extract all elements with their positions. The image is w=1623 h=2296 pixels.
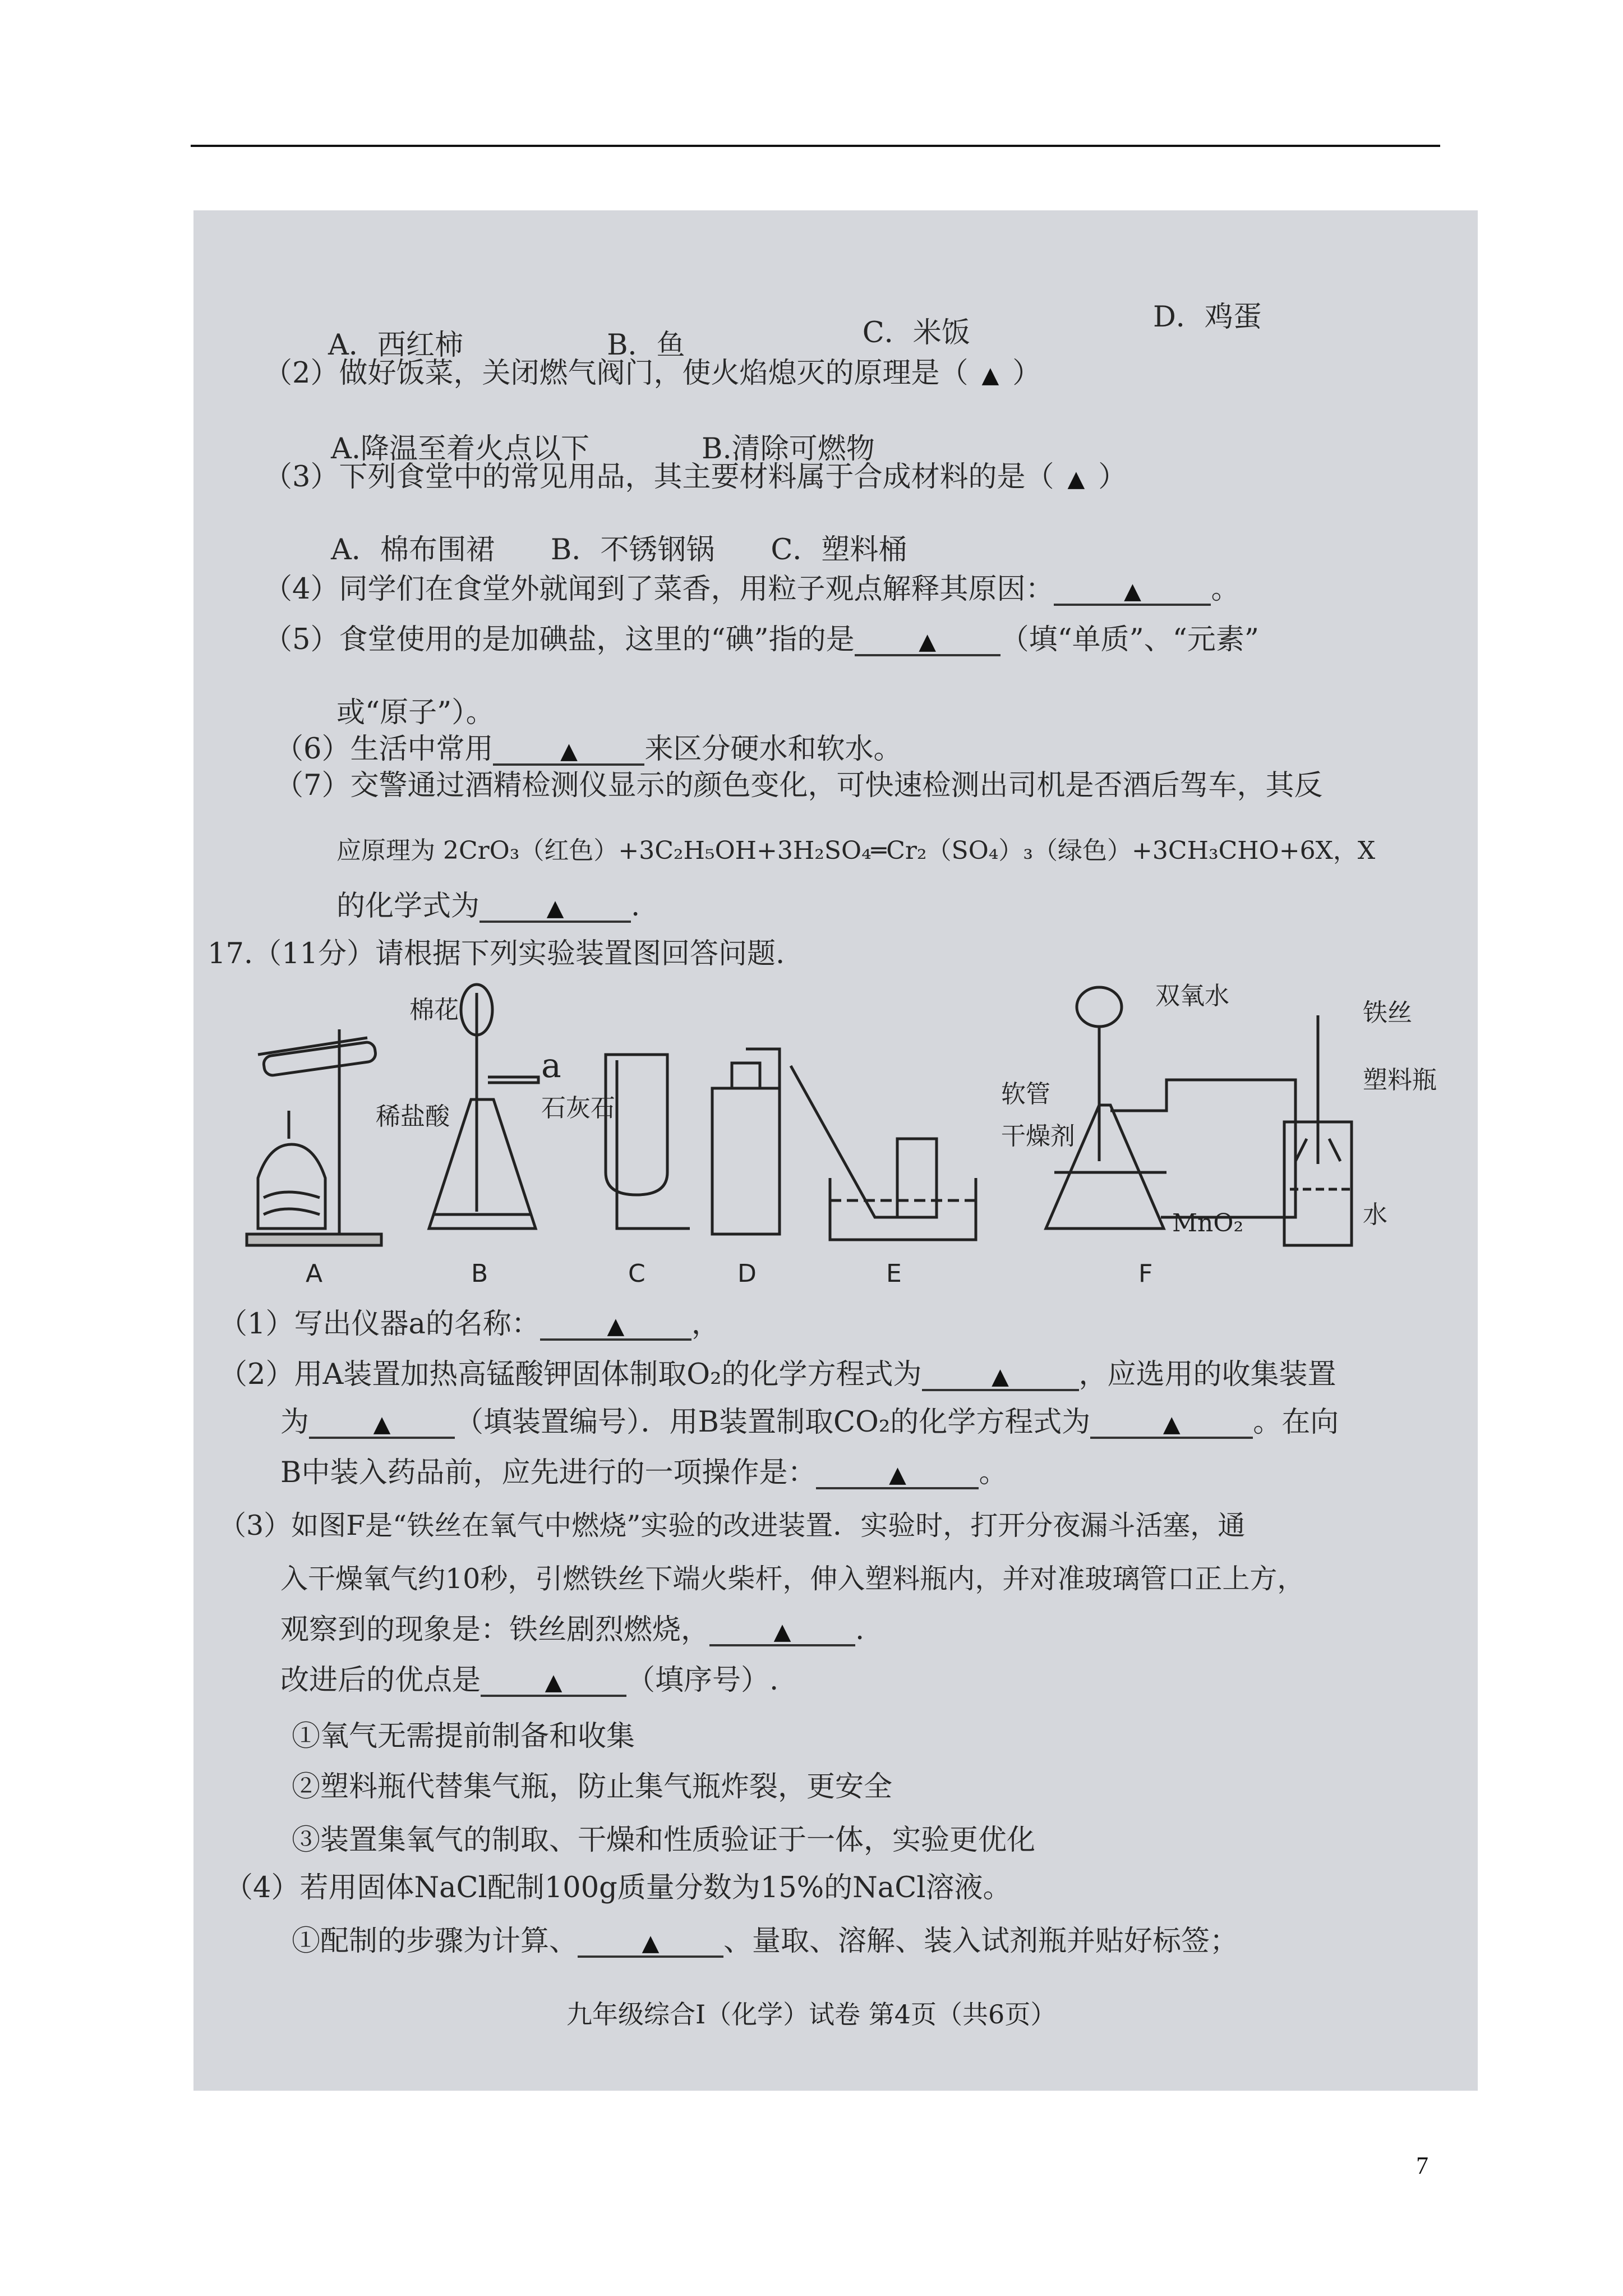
q16-part2-options: A.降温至着火点以下 B.清除可燃物 [331,432,875,466]
label-h2o2: 双氧水 [1155,982,1229,1010]
q16-part3: （3）下列食堂中的常见用品，其主要材料属于合成材料的是（ ▲ ） [264,461,1127,494]
apparatus-c [606,1055,690,1228]
q17-part3-line2: 入干燥氧气约10秒，引燃铁丝下端火柴杆，伸入塑料瓶内，并对准玻璃管口正上方， [280,1563,1305,1595]
option-b: B．鱼 [607,329,685,362]
q16-part7-line3: 的化学式为 ▲ . [336,890,640,923]
answer-mark: ▲ [981,362,999,388]
label-cotton: 棉花 [409,996,459,1024]
q16-part7: （7）交警通过酒精检测仪显示的颜色变化，可快速检测出司机是否酒后驾车，其反 [275,769,1323,802]
q17-part4: （4）若用固体NaCl配制100g质量分数为15%的NaCl溶液。 [224,1871,1012,1904]
tag-a: A [306,1259,323,1288]
q16-part5: （5）食堂使用的是加碘盐，这里的“碘”指的是 ▲ （填“单质”、“元素” [264,623,1259,656]
answer-blank[interactable]: ▲ [1090,1408,1253,1439]
q16-part2: （2）做好饭菜，关闭燃气阀门，使火焰熄灭的原理是（ ▲ ） [264,357,1041,390]
label-water: 水 [1363,1200,1387,1229]
tag-d: D [737,1259,757,1288]
answer-blank[interactable]: ▲ [1054,575,1211,606]
q17-part3-line4: 改进后的优点是 ▲ （填序号）. [280,1664,779,1697]
answer-blank[interactable]: ▲ [578,1927,723,1958]
label-dilute-hcl: 稀盐酸 [376,1102,450,1131]
label-limestone: 石灰石 [541,1094,615,1122]
q16-part7-equation: 应原理为 2CrO₃（红色）+3C₂H₅OH+3H₂SO₄═Cr₂（SO₄）₃（绿色）+3CH₃CHO+6X，X [336,836,1376,865]
q17-part3-line3: 观察到的现象是：铁丝剧烈燃烧， ▲ . [280,1613,865,1646]
top-rule [191,145,1440,147]
apparatus-e [791,1066,976,1240]
apparatus-diagram [224,976,1447,1290]
q17-part3: （3）如图F是“铁丝在氧气中燃烧”实验的改进装置．实验时，打开分夜漏斗活塞，通 [219,1510,1246,1542]
answer-blank[interactable]: ▲ [309,1408,455,1439]
apparatus-a [247,1029,381,1245]
answer-blank[interactable]: ▲ [855,625,1000,656]
exam-footer: 九年级综合Ⅰ（化学）试卷 第4页（共6页） [566,1999,1057,2030]
q17-choice-1: ①氧气无需提前制备和收集 [292,1720,635,1753]
tag-b: B [471,1259,488,1288]
answer-blank[interactable]: ▲ [922,1360,1079,1391]
q17-title: 17.（11分）请根据下列实验装置图回答问题. [208,937,785,970]
option-d: D．鸡蛋 [1153,301,1262,334]
q17-choice-3: ③装置集氧气的制取、干燥和性质验证于一体，实验更优化 [292,1824,1036,1857]
q16-part3-options: A．棉布围裙 B．不锈钢锅 C．塑料桶 [331,533,907,567]
tag-c: C [628,1259,645,1288]
q17-part2: （2）用A装置加热高锰酸钾固体制取O₂的化学方程式为 ▲ ，应选用的收集装置 [219,1358,1336,1391]
answer-blank[interactable]: ▲ [481,1666,626,1697]
answer-blank[interactable]: ▲ [709,1616,855,1646]
label-instrument-a: a [541,1046,561,1085]
answer-blank[interactable]: ▲ [540,1310,691,1341]
page-number: 7 [1416,2152,1428,2179]
q17-part2-line2: 为 ▲ （填装置编号）．用B装置制取CO₂的化学方程式为 ▲ 。在向 [280,1406,1339,1439]
label-iron-wire: 铁丝 [1363,999,1412,1027]
label-mno2: MnO₂ [1172,1209,1244,1237]
apparatus-f [1046,987,1352,1245]
q16-options-1 [328,301,1262,362]
q17-choice-2: ②塑料瓶代替集气瓶，防止集气瓶炸裂，更安全 [292,1770,893,1803]
q17-part1: （1）写出仪器a的名称： ▲ ， [219,1308,720,1341]
q16-part4: （4）同学们在食堂外就闻到了菜香，用粒子观点解释其原因： ▲ 。 [264,573,1240,606]
label-hose: 软管 [1001,1080,1050,1108]
answer-blank[interactable]: ▲ [479,892,631,923]
apparatus-d [712,1049,780,1234]
option-c: C．米饭 [862,316,970,349]
tag-e: E [886,1259,902,1288]
answer-blank[interactable]: ▲ [493,735,644,766]
q16-part6: （6）生活中常用 ▲ 来区分硬水和软水。 [275,733,902,766]
answer-blank[interactable]: ▲ [816,1458,979,1489]
q17-part2-line3: B中装入药品前，应先进行的一项操作是： ▲ 。 [280,1456,1008,1489]
label-desiccant: 干燥剂 [1001,1122,1075,1151]
option-a: A．西红柿 [328,329,463,362]
tag-f: F [1138,1259,1153,1288]
q17-part4-line2: ①配制的步骤为计算、 ▲ 、量取、溶解、装入试剂瓶并贴好标签； [292,1925,1239,1958]
label-plastic-bottle: 塑料瓶 [1363,1066,1437,1094]
q16-part5-line2: 或“原子”）。 [336,696,495,729]
